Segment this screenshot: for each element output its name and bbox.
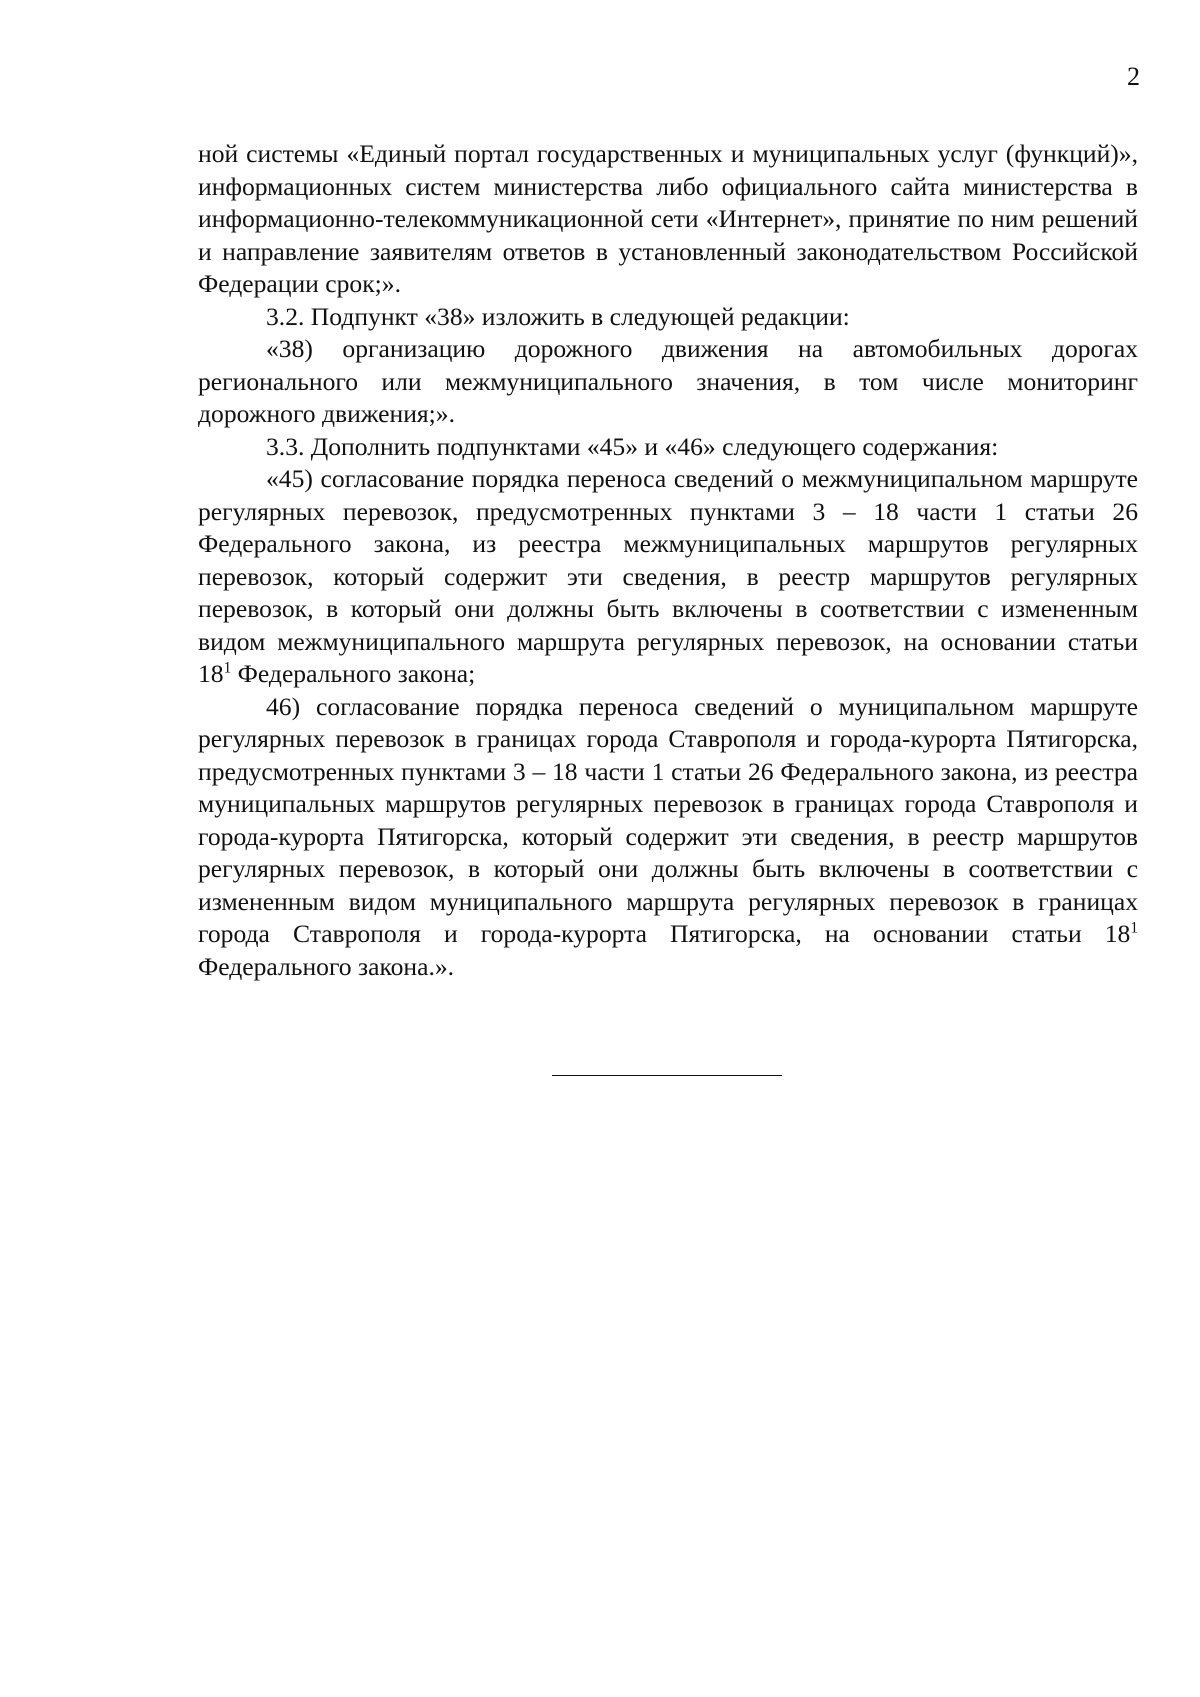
page-number: 2 [1127, 62, 1140, 91]
end-of-text-rule [552, 1075, 782, 1076]
subitem-46-superscript: 1 [1130, 919, 1138, 937]
subitem-46-main-text: 46) согласование порядка переноса сведений о муниципальном маршруте регулярных перевозок в границах города Ставрополя и города-курорта Пятигорска, предусмотренных пунктами 3 – 18 части 1 статьи 26 Федерального закона, из реестра муниципальных маршрутов регулярных перевозок в границах города Ставрополя и города-курорта Пятигорска, который содержит эти сведения, в реестр маршрутов регулярных перевозок, в который они должны быть включены в соответствии с измененным видом муниципального маршрута регулярных перевозок в границах города Ставрополя и города-курорта Пятигорска, на основании статьи 18 [198, 691, 1138, 948]
subitem-45-tail-text: Федерального закона; [231, 659, 476, 688]
paragraph-subitem-45 [198, 463, 1138, 691]
paragraph-subitem-38: «38) организацию дорожного движения на автомобильных дорогах регионального или межмуниципального значения, в том числе мониторинг дорожного движения;». [198, 334, 1138, 428]
subitem-45-superscript: 1 [223, 659, 232, 677]
paragraph-item-3-2: 3.2. Подпункт «38» изложить в следующей редакции: [266, 301, 850, 331]
paragraph-item-3-3: 3.3. Дополнить подпунктами «45» и «46» следующего содержания: [266, 431, 999, 461]
document-body [198, 138, 1138, 983]
subitem-45-main-text: «45) согласование порядка переноса сведений о межмуниципальном маршруте регулярных перевозок, предусмотренных пунктами 3 – 18 части 1 статьи 26 Федерального закона, из реестра межмуниципальных маршрутов регулярных перевозок, который содержит эти сведения, в реестр маршрутов регулярных перевозок, в который они должны быть включены в соответствии с измененным видом межмуниципального маршрута регулярных перевозок, на основании статьи 18 [198, 464, 1138, 688]
subitem-46-tail-text: Федерального закона.». [198, 951, 455, 981]
paragraph-continuation: ной системы «Единый портал государственных и муниципальных услуг (функций)», информационных систем министерства либо официального сайта министерства в информационно-телекоммуникационной сети «Интернет», принятие по ним решений и направление заявителям ответов в установленный законодательством Российской Федерации срок;». [198, 139, 1138, 298]
paragraph-subitem-46 [198, 691, 1138, 984]
